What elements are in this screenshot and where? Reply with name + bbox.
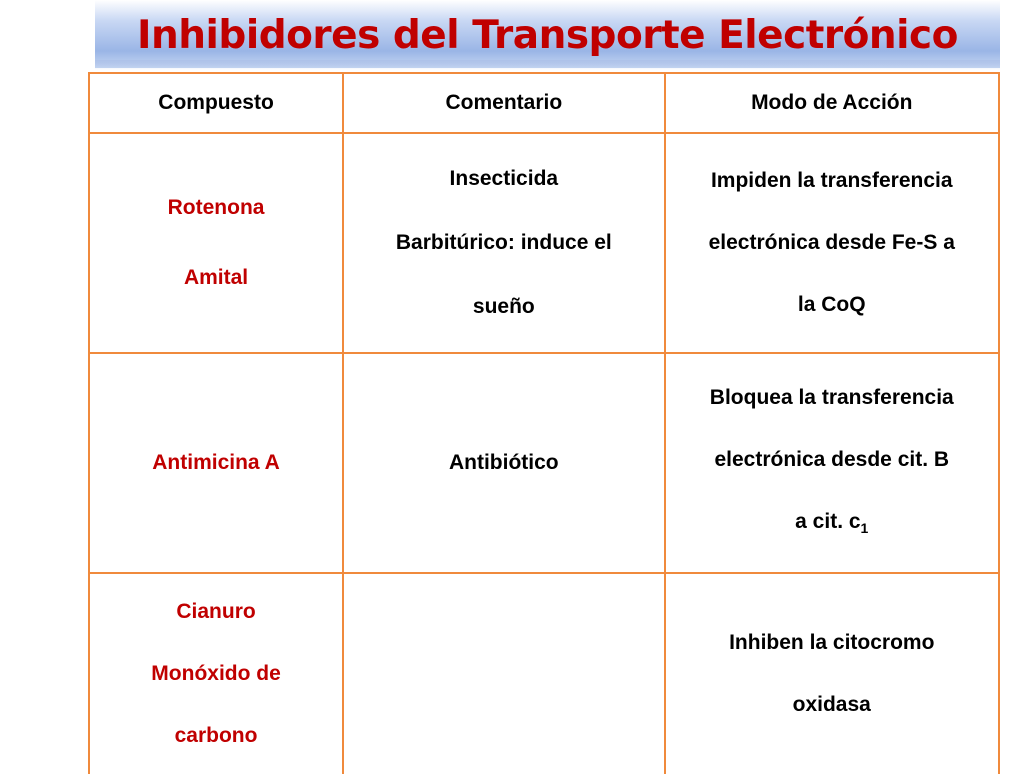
comment-line: sueño <box>472 295 535 318</box>
cell-compuesto <box>89 353 343 573</box>
mode-line <box>666 491 998 559</box>
compound-name: Antimicina A <box>152 451 280 474</box>
inhibitors-table <box>88 72 1000 774</box>
compound-name: Cianuro <box>176 600 256 623</box>
compound-name: Rotenona <box>167 196 265 219</box>
table-row <box>89 573 999 774</box>
mode-text: a cit. c <box>795 509 861 533</box>
comment-line: Barbitúrico: induce el <box>395 231 612 254</box>
header-comentario: Comentario <box>343 73 664 133</box>
cell-modo-accion <box>665 573 999 774</box>
table-row <box>89 353 999 573</box>
compound-name: Amital <box>183 266 249 289</box>
cell-comentario-empty <box>343 573 664 774</box>
compound-name: Monóxido de <box>151 662 281 685</box>
table-header-row <box>89 73 999 133</box>
comment-line: Antibiótico <box>448 451 559 474</box>
mode-line: oxidasa <box>792 693 871 716</box>
cell-compuesto <box>89 133 343 353</box>
cell-modo-accion <box>665 353 999 573</box>
mode-line: Impiden la transferencia <box>710 169 953 192</box>
mode-line: Inhiben la citocromo <box>729 631 935 654</box>
compound-name: carbono <box>174 724 258 747</box>
mode-line: Bloquea la transferencia <box>709 385 954 409</box>
comment-line: Insecticida <box>449 167 559 190</box>
subscript-one: 1 <box>860 520 869 537</box>
table-row <box>89 133 999 353</box>
cell-compuesto <box>89 573 343 774</box>
mode-line: electrónica desde cit. B <box>714 447 950 471</box>
header-modo-accion: Modo de Acción <box>665 73 999 133</box>
cell-comentario <box>343 133 664 353</box>
header-compuesto: Compuesto <box>89 73 343 133</box>
cell-modo-accion <box>665 133 999 353</box>
cell-comentario <box>343 353 664 573</box>
slide-title: Inhibidores del Transporte Electrónico <box>137 13 958 58</box>
mode-line: electrónica desde Fe-S a <box>708 231 955 254</box>
mode-line: la CoQ <box>797 293 866 316</box>
